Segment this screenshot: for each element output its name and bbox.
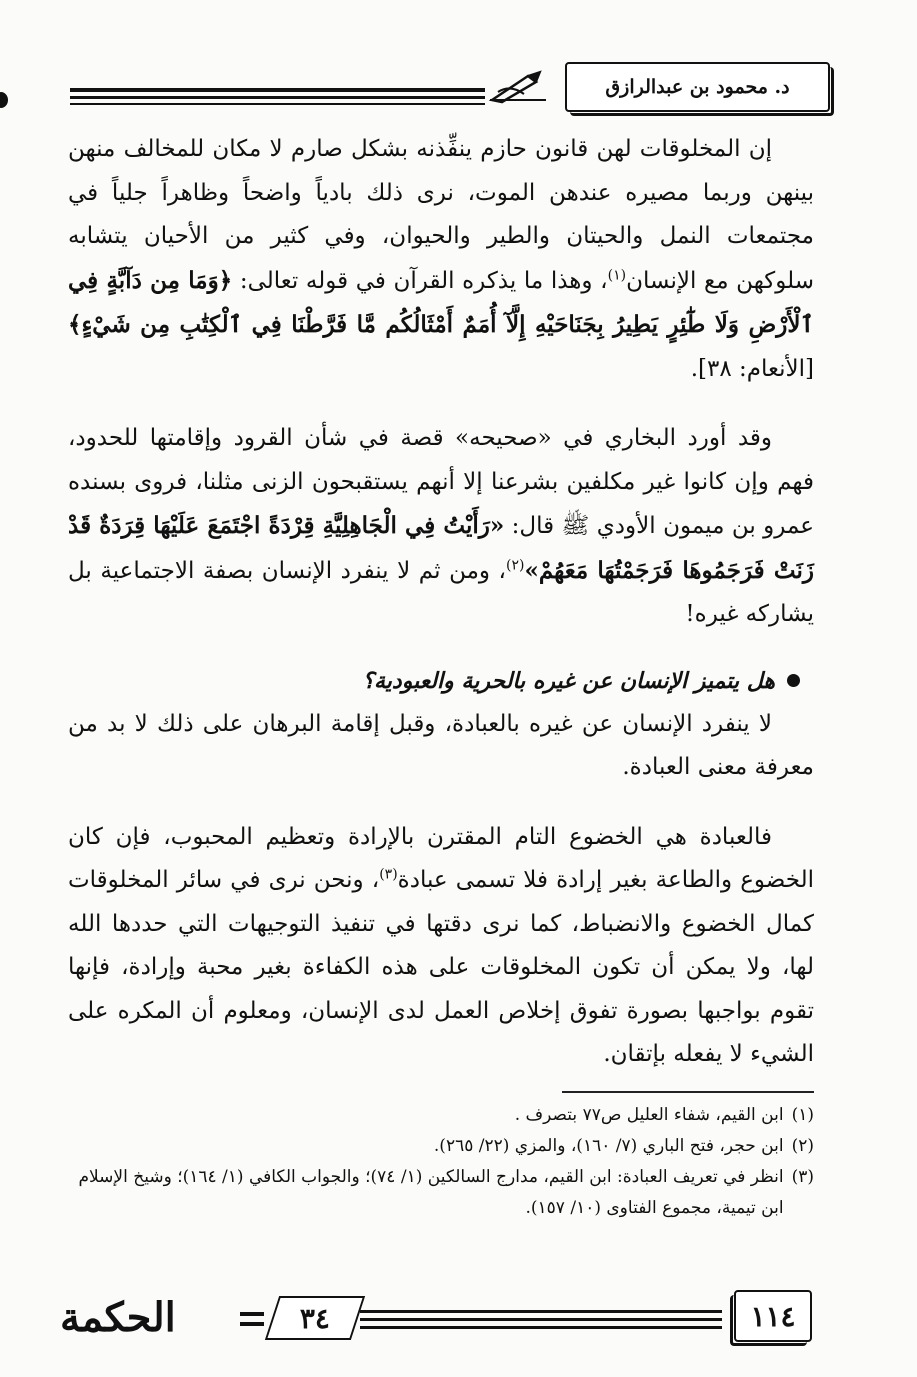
paragraph-1: [68, 128, 814, 391]
footnote-number: (٣): [791, 1167, 814, 1187]
paragraph-text: إن المخلوقات لهن قانون حازم ينفِّذنه بشكل صارم لا مكان للمخالف منهن بينهن وربما مصيره عندهن الموت، نرى ذلك بادياً واضحاً وظاهراً جلياً في مجتمعات النمل والحيتان والطير والحيوان، وفي كثير من الأحيان يتشابه سلوكهن مع الإنسان: [68, 136, 815, 294]
paragraph-text: فالعبادة هي الخضوع التام المقترن بالإرادة وتعظيم المحبوب، فإن كان الخضوع والطاعة بغير إرادة فلا تسمى عبادة: [68, 823, 814, 893]
page-header: [60, 62, 830, 118]
paragraph-4: [68, 816, 814, 1077]
footnote-text: ابن حجر، فتح الباري (٧/ ١٦٠)، والمزي (٢٢/ ٢٦٥).: [433, 1136, 784, 1156]
footnote-ref-2: (٢): [505, 556, 525, 573]
paragraph-text: وقد أورد البخاري في «صحيحه» قصة في شأن القرود وإقامتها للحدود، فهم وإن كانوا غير مكلفين بشرعنا إلا أنهم يستقبحون الزنى مثلنا، فروى بسنده عمرو بن ميمون الأودي ﷺ قال:: [68, 425, 814, 539]
footnote: [68, 1162, 814, 1224]
pen-icon: [488, 70, 548, 104]
paragraph-2: [68, 417, 814, 637]
issue-number-box: [265, 1296, 365, 1340]
quran-verse: ﴿وَمَا مِن دَآبَّةٍ فِي ٱلْأَرْضِ وَلَا طَٰٓئِرٍ يَطِيرُ بِجَنَاحَيْهِ إِلَّآ أُمَمٌ أَمْثَالُكُم مَّا فَرَّطْنَا فِي ٱلْكِتَٰبِ مِن شَيْءٍ﴾: [68, 266, 814, 338]
footnote-number: (٢): [791, 1136, 814, 1156]
verse-reference: [الأنعام: ٣٨].: [690, 355, 814, 382]
footer-rule: [360, 1310, 722, 1313]
section-heading-text: هل يتميز الإنسان عن غيره بالحرية والعبودية؟: [362, 667, 775, 694]
footnotes: [68, 1100, 814, 1224]
footnote-text: انظر في تعريف العبادة: ابن القيم، مدارج السالكين (١/ ٧٤)؛ والجواب الكافي (١/ ١٦٤)؛ وشيخ الإسلام ابن تيمية، مجموع الفتاوى (١٠/ ١٥٧).: [78, 1167, 784, 1218]
header-rule: [70, 103, 485, 105]
footnote-ref-3: (٣): [379, 866, 398, 883]
footnote: [68, 1131, 814, 1162]
header-rule: [70, 88, 485, 92]
bullet-icon: [787, 674, 800, 687]
footnote-separator: [562, 1091, 814, 1093]
paragraph-text: ، وهذا ما يذكره القرآن في قوله تعالى:: [232, 267, 608, 294]
footnote-ref-1: (١): [607, 266, 627, 283]
paragraph-text: ، ونحن نرى في سائر المخلوقات كمال الخضوع والانضباط، كما نرى دقتها في تنفيذ التوجيهات التي حددها الله لها، ولا يمكن أن تكون المخلوقات على هذه الكفاءة بغير محبة وإرادة، فإنها تقوم بواجبها بصورة تفوق إخلاص العمل لدى الإنسان، ومعلوم أن المكره على الشيء لا يفعله بإتقان.: [68, 867, 814, 1067]
header-rule: [70, 96, 485, 99]
journal-logo: الحكمة: [60, 1294, 176, 1341]
page-footer: [60, 1290, 830, 1350]
paragraph-3: لا ينفرد الإنسان عن غيره بالعبادة، وقبل إقامة البرهان على ذلك لا بد من معرفة معنى العبادة.: [68, 710, 814, 780]
footnote: [68, 1100, 814, 1131]
page-number: ١١٤: [734, 1290, 812, 1342]
footer-rule: [360, 1318, 722, 1321]
article-body: [68, 128, 814, 1077]
footnote-number: (١): [791, 1105, 814, 1125]
footnote-text: ابن القيم، شفاء العليل ص٧٧ بتصرف .: [514, 1105, 784, 1125]
issue-number: ٣٤: [299, 1301, 331, 1335]
paragraph-text: ، ومن ثم لا ينفرد الإنسان بصفة الاجتماعية بل يشاركه غيره!: [68, 557, 814, 627]
section-heading: [68, 659, 814, 703]
footer-rule: [360, 1326, 722, 1329]
footer-divider: [240, 1312, 264, 1326]
author-name: د. محمود بن عبدالرازق: [565, 62, 830, 112]
hadith-quote: «رَأَيْتُ فِي الْجَاهِلِيَّةِ قِرْدَةً اجْتَمَعَ عَلَيْهَا قِرَدَةٌ قَدْ زَنَتْ فَرَجَمُوهَا فَرَجَمْتُهَا مَعَهُمْ»: [68, 512, 814, 584]
page-edge-mark: [0, 92, 8, 108]
